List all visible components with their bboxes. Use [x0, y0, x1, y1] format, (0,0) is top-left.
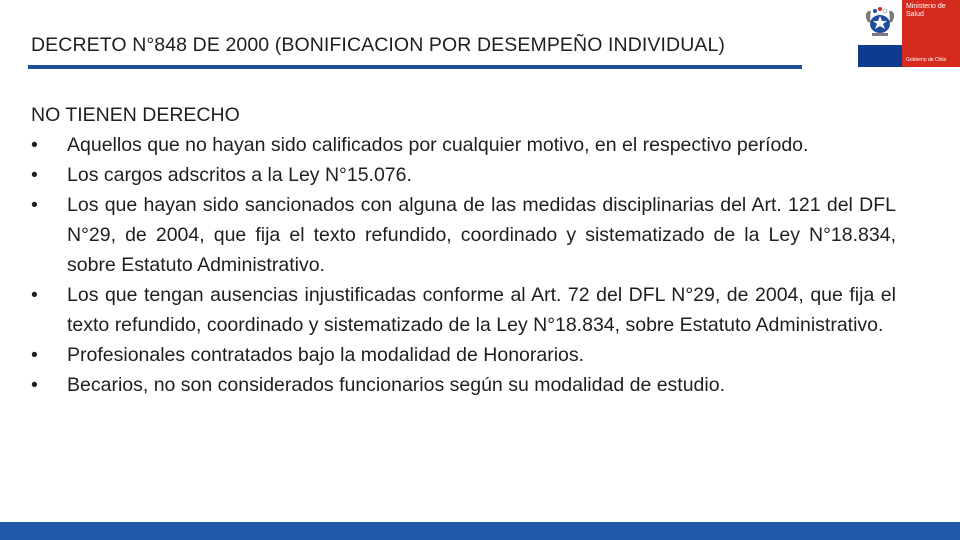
- slide-title: DECRETO N°848 DE 2000 (BONIFICACION POR DESEMPEÑO INDIVIDUAL): [31, 34, 726, 56]
- list-item-text: Profesionales contratados bajo la modalidad de Honorarios.: [67, 344, 585, 366]
- slide-body: [31, 100, 896, 400]
- logo-ministry-text: Ministerio de Salud: [906, 3, 946, 18]
- list-item-text: Los que tengan ausencias injustificadas conforme al Art. 72 del DFL N°29, de 2004, que fija el texto refundido, coordinado y sistematizado de la Ley N°18.834, sobre Estatuto Administrativo.: [67, 284, 896, 336]
- logo-blue-bar: [858, 45, 902, 67]
- bullet-icon: •: [31, 374, 38, 396]
- list-item-text: Becarios, no son considerados funcionarios según su modalidad de estudio.: [67, 374, 726, 396]
- coat-of-arms-icon: [862, 2, 898, 42]
- list-item: [31, 190, 896, 280]
- bullet-icon: •: [31, 194, 38, 216]
- ministry-logo: [858, 0, 960, 67]
- bullet-icon: •: [31, 134, 38, 156]
- list-item: [31, 340, 896, 370]
- list-item: [31, 280, 896, 340]
- bullet-icon: •: [31, 344, 38, 366]
- list-item-text: Los cargos adscritos a la Ley N°15.076.: [67, 164, 412, 186]
- title-underline: [28, 65, 802, 69]
- criteria-list: [31, 130, 896, 400]
- footer-bar: [0, 522, 960, 540]
- list-item: [31, 130, 896, 160]
- list-item: [31, 160, 896, 190]
- list-item-text: Los que hayan sido sancionados con alguna de las medidas disciplinarias del Art. 121 del DFL N°29, de 2004, que fija el texto refundido, coordinado y sistematizado de la Ley N°18.834, sobre Estatuto Administrativo.: [67, 194, 896, 276]
- section-heading: NO TIENEN DERECHO: [31, 104, 240, 126]
- list-item: [31, 370, 896, 400]
- bullet-icon: •: [31, 164, 38, 186]
- list-item-text: Aquellos que no hayan sido calificados por cualquier motivo, en el respectivo período.: [67, 134, 809, 156]
- bullet-icon: •: [31, 284, 38, 306]
- logo-government-text: Gobierno de Chile: [906, 57, 947, 63]
